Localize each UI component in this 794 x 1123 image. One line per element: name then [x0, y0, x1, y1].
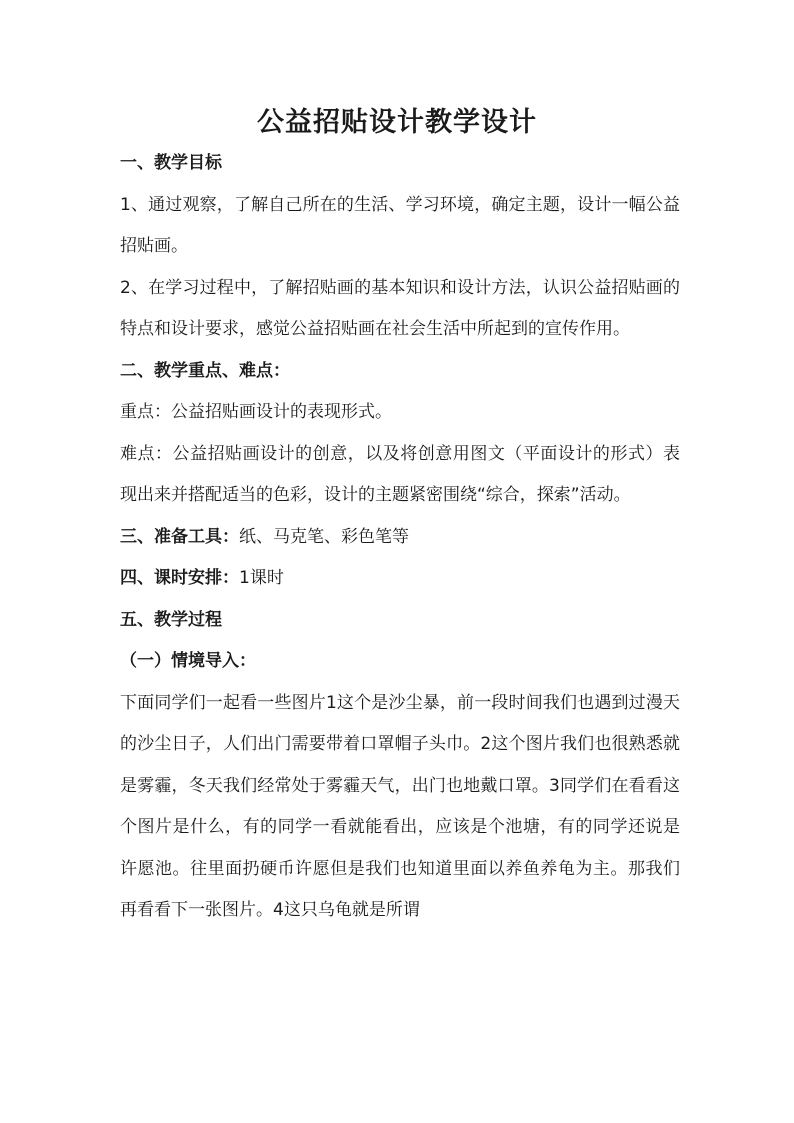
section-tools-value: 纸、马克笔、彩色笔等 — [239, 526, 409, 547]
section-tools — [120, 517, 680, 559]
subsection-heading-intro: （一）情境导入： — [120, 651, 256, 671]
difficulty-text: 难点：公益招贴画设计的创意，以及将创意用图文（平面设计的形式）表现出来并搭配适当的色彩，设计的主题紧密围绕“综合，探索”活动。 — [120, 443, 680, 505]
section-schedule-value: 1课时 — [239, 568, 284, 588]
section-schedule — [120, 558, 680, 600]
document-body — [120, 143, 680, 932]
section-heading-process: 五、教学过程 — [120, 609, 222, 630]
section-tools-label: 三、准备工具： — [120, 526, 239, 547]
section-heading-objectives: 一、教学目标 — [120, 153, 222, 173]
objective-item-1: 1、通过观察，了解自己所在的生活、学习环境，确定主题，设计一幅公益招贴画。 — [120, 194, 680, 256]
intro-paragraph: 下面同学们一起看一些图片1这个是沙尘暴，前一段时间我们也遇到过漫天的沙尘日子，人们出门需要带着口罩帽子头巾。2这个图片我们也很熟悉就是雾霾，冬天我们经常处于雾霾天气，出门也地戴口罩。3同学们在看看这个图片是什么，有的同学一看就能看出，应该是个池塘，有的同学还说是许愿池。往里面扔硬币许愿但是我们也知道里面以养鱼养龟为主。那我们再看看下一张图片。4这只乌龟就是所谓 — [120, 692, 680, 920]
key-point-text: 重点：公益招贴画设计的表现形式。 — [120, 402, 392, 422]
objective-item-2: 2、在学习过程中，了解招贴画的基本知识和设计方法，认识公益招贴画的特点和设计要求，感觉公益招贴画在社会生活中所起到的宣传作用。 — [120, 277, 680, 339]
section-schedule-label: 四、课时安排： — [120, 568, 239, 588]
page-title: 公益招贴设计教学设计 — [257, 107, 537, 138]
section-heading-key-points: 二、教学重点、难点： — [120, 360, 290, 381]
